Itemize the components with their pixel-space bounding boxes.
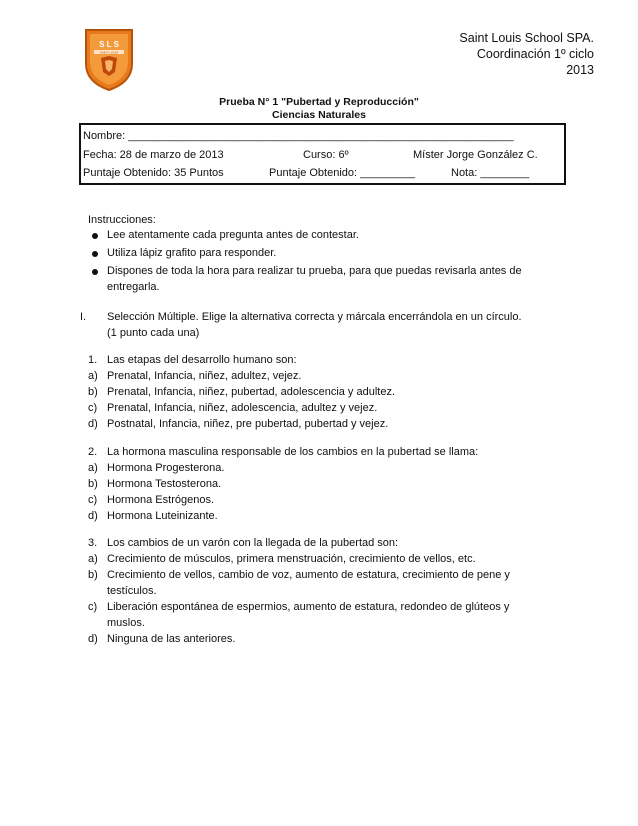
option-text[interactable]: Hormona Progesterona. (107, 462, 225, 474)
instruction-item: Dispones de toda la hora para realizar tu prueba, para que puedas revisarla antes de (107, 265, 522, 277)
nombre-field: Nombre: _______________________________________________________________ (83, 130, 514, 142)
year: 2013 (566, 63, 594, 77)
option-text[interactable]: Crecimiento de músculos, primera menstruación, crecimiento de vellos, etc. (107, 553, 476, 565)
puntaje-total: Puntaje Obtenido: 35 Puntos (83, 167, 224, 179)
section-instructions: Selección Múltiple. Elige la alternativa correcta y márcala encerrándola en un círculo. (107, 311, 522, 323)
exam-subject: Ciencias Naturales (272, 109, 366, 121)
curso-field: Curso: 6º (303, 149, 349, 161)
bullet-icon (92, 251, 98, 257)
question-number: 1. (88, 354, 98, 366)
section-number: I. (80, 311, 87, 323)
option-text[interactable]: Hormona Estrógenos. (107, 494, 214, 506)
option-text[interactable]: Postnatal, Infancia, niñez, pre pubertad, pubertad y vejez. (107, 418, 389, 430)
nota-field: Nota: ________ (451, 167, 530, 179)
option-letter[interactable]: a) (88, 370, 98, 382)
option-letter[interactable]: b) (88, 478, 98, 490)
option-text[interactable]: Hormona Testosterona. (107, 478, 222, 490)
section-points: (1 punto cada una) (107, 327, 200, 339)
instruction-item: Utiliza lápiz grafito para responder. (107, 247, 277, 259)
puntaje-obtenido-field: Puntaje Obtenido: _________ (269, 167, 416, 179)
option-letter[interactable]: a) (88, 462, 98, 474)
instruction-item: Lee atentamente cada pregunta antes de contestar. (107, 229, 359, 241)
option-text[interactable]: Liberación espontánea de espermios, aumento de estatura, redondeo de glúteos y (107, 601, 510, 613)
option-letter[interactable]: c) (88, 402, 98, 414)
exam-title: Prueba N° 1 "Pubertad y Reproducción" (219, 96, 419, 108)
option-text[interactable]: Prenatal, Infancia, niñez, pubertad, adolescencia y adultez. (107, 386, 396, 398)
coordination: Coordinación 1º ciclo (476, 47, 594, 61)
question-number: 3. (88, 537, 98, 549)
logo-subtext: SAINT LOUIS (99, 50, 119, 55)
school-logo (84, 28, 134, 92)
option-text-continued[interactable]: muslos. (107, 617, 145, 629)
question-number: 2. (88, 446, 98, 458)
option-letter[interactable]: d) (88, 510, 98, 522)
option-text[interactable]: Crecimiento de vellos, cambio de voz, aumento de estatura, crecimiento de pene y (107, 569, 510, 581)
profesor-field: Míster Jorge González C. (413, 149, 538, 161)
school-name: Saint Louis School SPA. (459, 31, 594, 45)
option-text[interactable]: Ninguna de las anteriores. (107, 633, 236, 645)
instruction-item-continued: entregarla. (107, 281, 160, 293)
option-letter[interactable]: b) (88, 386, 98, 398)
bullet-icon (92, 233, 98, 239)
option-text[interactable]: Prenatal, Infancia, niñez, adultez, vejez. (107, 370, 302, 382)
bullet-icon (92, 269, 98, 275)
option-letter[interactable]: b) (88, 569, 98, 581)
option-text-continued[interactable]: testículos. (107, 585, 157, 597)
option-letter[interactable]: d) (88, 418, 98, 430)
question-text: Los cambios de un varón con la llegada de la pubertad son: (107, 537, 399, 549)
school-header (354, 30, 594, 78)
option-text[interactable]: Hormona Luteinizante. (107, 510, 218, 522)
option-letter[interactable]: c) (88, 494, 98, 506)
logo-text: S L S (99, 40, 119, 49)
option-letter[interactable]: d) (88, 633, 98, 645)
student-info-box (79, 123, 566, 185)
option-letter[interactable]: c) (88, 601, 98, 613)
instructions-title: Instrucciones: (88, 214, 156, 226)
option-letter[interactable]: a) (88, 553, 98, 565)
question-text: Las etapas del desarrollo humano son: (107, 354, 297, 366)
option-text[interactable]: Prenatal, Infancia, niñez, adolescencia, adultez y vejez. (107, 402, 378, 414)
question-text: La hormona masculina responsable de los cambios en la pubertad se llama: (107, 446, 479, 458)
fecha-field: Fecha: 28 de marzo de 2013 (83, 149, 224, 161)
